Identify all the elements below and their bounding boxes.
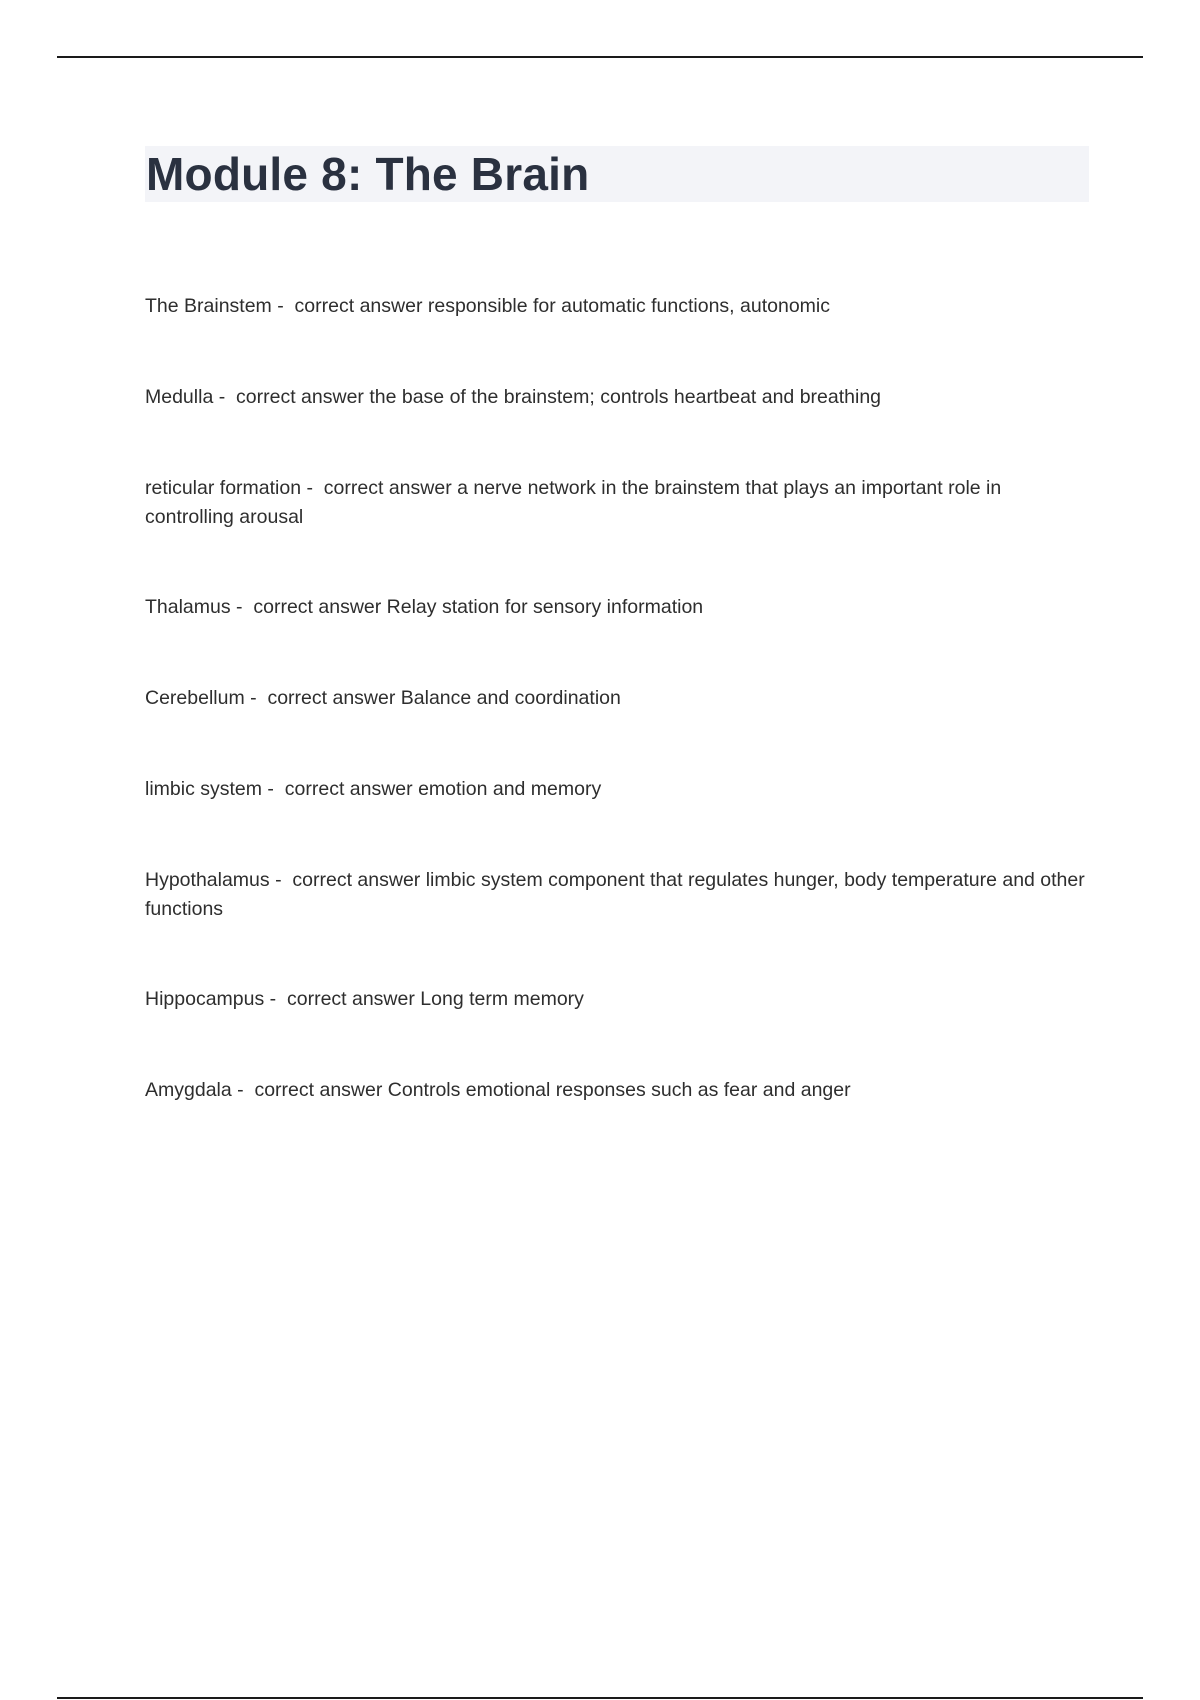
entry-term: Hypothalamus: [145, 869, 270, 891]
flashcard-entry: [145, 684, 621, 713]
entry-answer: limbic system component that regulates hunger, body temperature and other functions: [145, 869, 1085, 920]
entry-separator: - correct answer: [230, 596, 387, 618]
entry-separator: - correct answer: [231, 1079, 388, 1101]
entry-term: limbic system: [145, 778, 263, 800]
entry-answer: Relay station for sensory information: [386, 596, 704, 618]
flashcard-entry: [145, 985, 584, 1014]
entry-separator: - correct answer: [269, 869, 426, 891]
entry-term: Hippocampus: [145, 988, 265, 1010]
flashcard-entry: [145, 292, 830, 321]
page-title: Module 8: The Brain: [146, 148, 590, 200]
flashcard-entry: [145, 593, 703, 622]
entry-answer: responsible for automatic functions, autonomic: [427, 295, 830, 317]
entry-separator: - correct answer: [271, 295, 428, 317]
entry-term: Cerebellum: [145, 687, 245, 709]
entry-separator: - correct answer: [244, 687, 401, 709]
entry-term: reticular formation: [145, 477, 302, 499]
flashcard-entry: [145, 775, 601, 804]
flashcard-entry: [145, 1076, 851, 1105]
entry-term: The Brainstem: [145, 295, 272, 317]
flashcard-entry: [145, 383, 881, 412]
entry-separator: - correct answer: [213, 386, 370, 408]
top-rule: [57, 56, 1143, 58]
entry-answer: Long term memory: [420, 988, 584, 1010]
entry-answer: a nerve network in the brainstem that plays an important role in controlling arousal: [145, 477, 1002, 528]
bottom-rule: [57, 1697, 1143, 1699]
entry-term: Amygdala: [145, 1079, 232, 1101]
entry-term: Medulla: [145, 386, 214, 408]
entry-answer: Balance and coordination: [400, 687, 621, 709]
flashcard-entry: [145, 866, 1095, 924]
entry-answer: the base of the brainstem; controls heartbeat and breathing: [369, 386, 882, 408]
entry-separator: - correct answer: [301, 477, 458, 499]
entry-answer: Controls emotional responses such as fear and anger: [387, 1079, 851, 1101]
entry-term: Thalamus: [145, 596, 231, 618]
entry-answer: emotion and memory: [418, 778, 602, 800]
flashcard-entry: [145, 474, 1095, 532]
entry-separator: - correct answer: [264, 988, 421, 1010]
entry-separator: - correct answer: [262, 778, 419, 800]
